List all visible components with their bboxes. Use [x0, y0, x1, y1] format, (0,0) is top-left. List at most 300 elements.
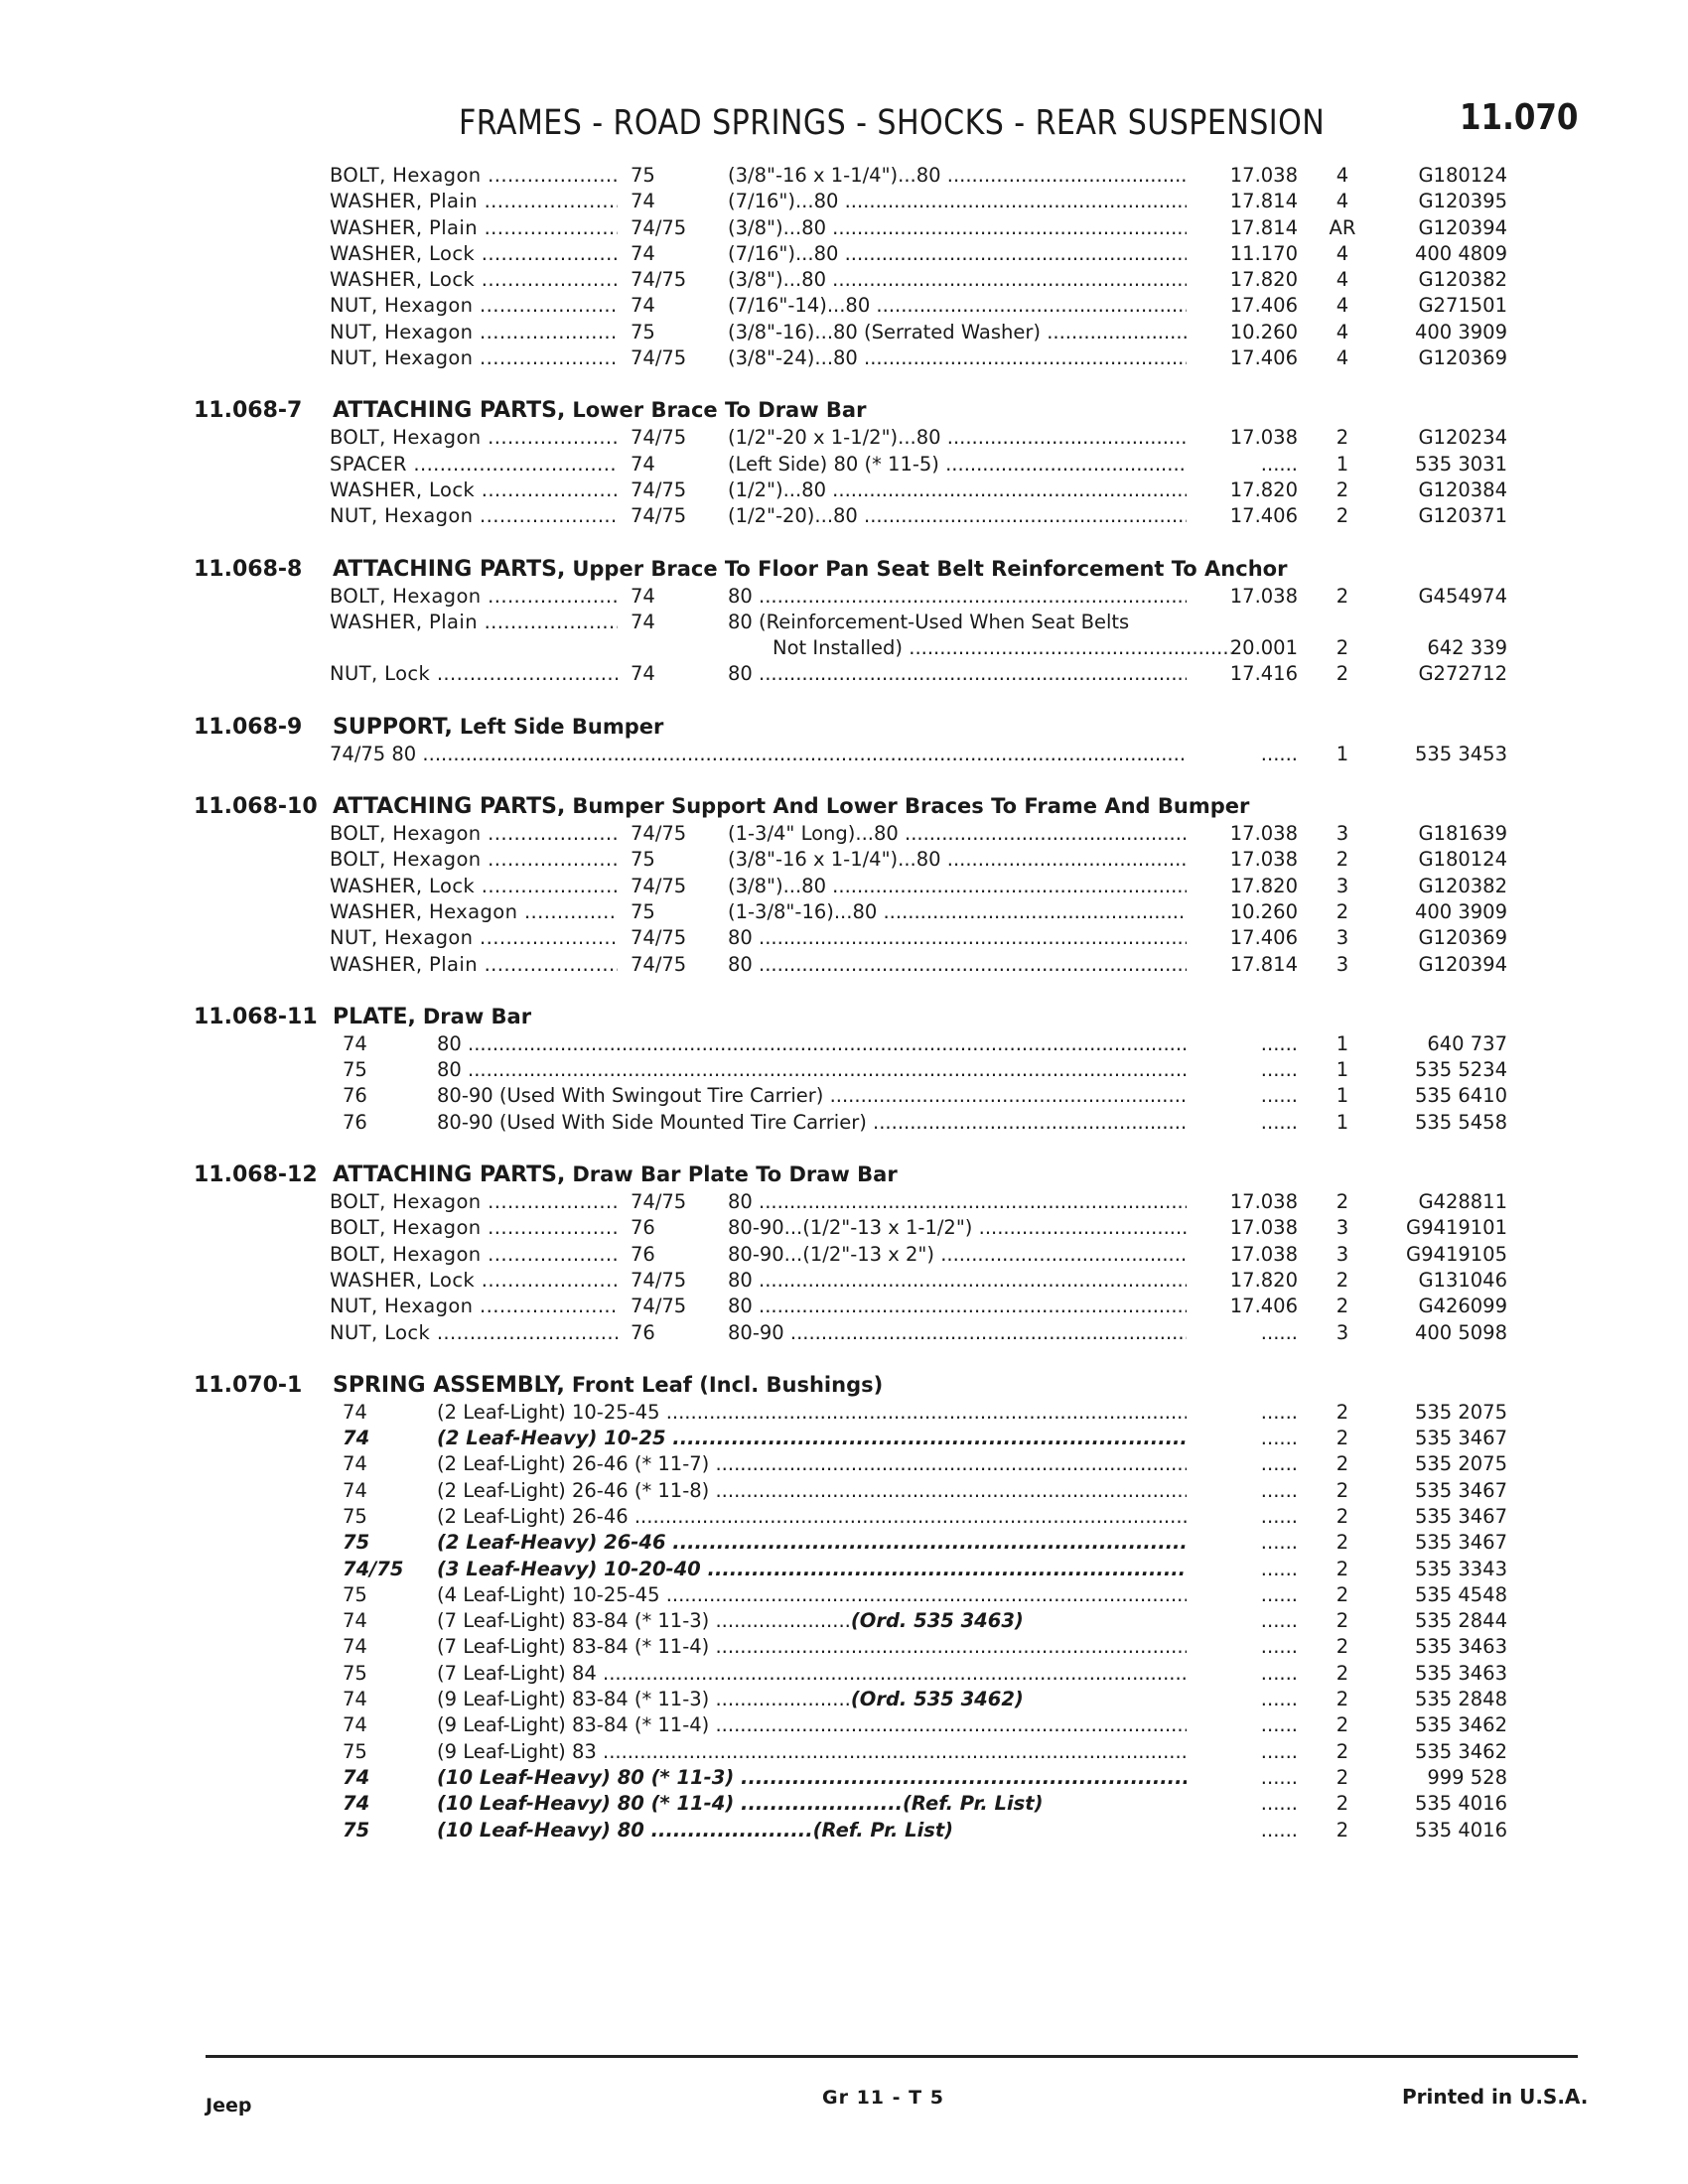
- part-name: NUT, Lock .....: [330, 1321, 618, 1344]
- quantity: 4: [1336, 346, 1349, 370]
- part-name: BOLT, Hexagon .....: [330, 822, 618, 845]
- table-row: [0, 504, 1688, 530]
- part-description: 80 .....: [728, 953, 1187, 976]
- model-code: 74: [631, 190, 655, 213]
- model-code: 75: [631, 899, 655, 923]
- quantity: 2: [1336, 1739, 1349, 1763]
- part-name: WASHER, Lock .....: [330, 268, 618, 291]
- part-number: 535 2848: [1414, 1688, 1507, 1711]
- part-description: 80 (Reinforcement-Used When Seat Belts: [728, 610, 1130, 633]
- quantity: 2: [1336, 426, 1349, 450]
- page-header: [0, 95, 1688, 155]
- part-number: G426099: [1418, 1295, 1507, 1318]
- order-note: (Ord. 535 3462): [850, 1688, 1024, 1711]
- part-number: 642 339: [1427, 636, 1507, 660]
- part-number: 640 737: [1427, 1031, 1507, 1055]
- part-number: 535 3462: [1414, 1739, 1507, 1763]
- model-code: 74/75: [631, 268, 687, 292]
- model-code: 74/75: [631, 1295, 687, 1318]
- catalog-number: ......: [1260, 1688, 1298, 1711]
- catalog-number: 11.170: [1229, 241, 1298, 265]
- quantity: 2: [1336, 504, 1349, 528]
- part-description: (9 Leaf-Light) 83-84 (* 11-4) .....: [437, 1713, 1187, 1736]
- model-code: 74/75: [631, 822, 687, 846]
- part-name: WASHER, Lock .....: [330, 478, 618, 501]
- quantity: 2: [1336, 1295, 1349, 1318]
- quantity: 2: [1336, 1818, 1349, 1842]
- catalog-number: 17.038: [1229, 164, 1298, 187]
- model-code: 74: [631, 241, 655, 265]
- part-number: 535 2075: [1414, 1452, 1507, 1476]
- model-code: 75: [631, 164, 655, 187]
- model-code: 74: [343, 1713, 367, 1737]
- quantity: 3: [1336, 874, 1349, 897]
- model-code: 74: [631, 584, 655, 608]
- part-name: BOLT, Hexagon .....: [330, 1243, 618, 1266]
- quantity: 2: [1336, 1713, 1349, 1737]
- table-row: [0, 1505, 1688, 1531]
- part-name: BOLT, Hexagon .....: [330, 1190, 618, 1213]
- section-number: 11.068-12: [194, 1162, 318, 1188]
- model-code: 75: [343, 1661, 367, 1685]
- catalog-number: ......: [1260, 1661, 1298, 1685]
- table-row: [0, 1216, 1688, 1242]
- catalog-number: 17.038: [1229, 584, 1298, 608]
- part-number: 535 3467: [1414, 1427, 1507, 1450]
- part-description: (3/8")...80 .....: [728, 875, 1187, 897]
- part-description: (3/8"-16 x 1-1/4")...80 .....: [728, 164, 1187, 187]
- part-number: 535 3343: [1414, 1557, 1507, 1580]
- quantity: 2: [1336, 1190, 1349, 1214]
- catalog-number: ......: [1260, 1058, 1298, 1082]
- table-row: [0, 1792, 1688, 1818]
- table-row: [0, 1688, 1688, 1713]
- section-heading: [0, 398, 1688, 426]
- section-title-part: ATTACHING PARTS,: [333, 794, 566, 820]
- model-code: 74/75: [631, 478, 687, 501]
- model-code: 74: [631, 662, 655, 686]
- part-description: Not Installed) .....: [773, 636, 1231, 659]
- catalog-number: ......: [1260, 1609, 1298, 1633]
- section-number: 11.068-9: [194, 714, 303, 740]
- quantity: 1: [1336, 1110, 1349, 1134]
- part-number: G428811: [1418, 1190, 1507, 1214]
- model-code: 75: [343, 1818, 370, 1842]
- model-code: 74: [343, 1609, 367, 1633]
- part-name: WASHER, Plain .....: [330, 611, 618, 633]
- quantity: 2: [1336, 1452, 1349, 1476]
- table-row: [0, 190, 1688, 215]
- part-number: 535 5458: [1414, 1110, 1507, 1134]
- part-number: 535 3453: [1414, 742, 1507, 765]
- table-row: [0, 242, 1688, 268]
- part-description: (10 Leaf-Heavy) 80 ...................... (Ref. Pr. List): [437, 1818, 954, 1842]
- table-row: [0, 1058, 1688, 1084]
- quantity: 2: [1336, 1635, 1349, 1659]
- part-description: 80-90 (Used With Swingout Tire Carrier) .....: [437, 1084, 1187, 1107]
- table-row: [0, 1084, 1688, 1110]
- part-description: 80 .....: [728, 585, 1187, 608]
- model-code: 74: [343, 1688, 367, 1711]
- section-title: [333, 398, 866, 423]
- quantity: 4: [1336, 320, 1349, 343]
- quantity: 2: [1336, 1427, 1349, 1450]
- part-number: 535 2075: [1414, 1400, 1507, 1424]
- model-code: 74/75: [631, 952, 687, 976]
- part-number: 535 4548: [1414, 1582, 1507, 1606]
- part-number: 535 3467: [1414, 1504, 1507, 1528]
- part-number: G9419105: [1406, 1242, 1507, 1266]
- part-description: (10 Leaf-Heavy) 80 (* 11-4) ...................... (Ref. Pr. List): [437, 1792, 1044, 1816]
- part-description: 80 .....: [728, 926, 1187, 949]
- quantity: 1: [1336, 1031, 1349, 1055]
- parts-list: [0, 164, 1688, 1870]
- order-note: (Ord. 535 3463): [850, 1609, 1024, 1633]
- table-row: [0, 453, 1688, 478]
- section-heading: [0, 794, 1688, 822]
- table-row: [0, 1427, 1688, 1452]
- part-number: 535 6410: [1414, 1084, 1507, 1108]
- model-code: 75: [343, 1058, 367, 1082]
- part-name: NUT, Hexagon .....: [330, 504, 618, 527]
- quantity: AR: [1329, 215, 1356, 239]
- part-description: (1/2")...80 .....: [728, 478, 1187, 501]
- part-number: G180124: [1418, 164, 1507, 187]
- quantity: 2: [1336, 1268, 1349, 1292]
- catalog-number: 17.038: [1229, 1190, 1298, 1214]
- quantity: 2: [1336, 1765, 1349, 1789]
- part-name: WASHER, Hexagon .....: [330, 900, 618, 923]
- part-number: 400 4809: [1414, 241, 1507, 265]
- model-code: 74: [631, 610, 655, 633]
- section-title: [333, 1005, 531, 1029]
- part-number: 535 3463: [1414, 1661, 1507, 1685]
- model-code: 74/75: [343, 1557, 404, 1580]
- part-description: (7/16")...80 .....: [728, 190, 1187, 212]
- table-row: [0, 164, 1688, 190]
- table-row: [0, 900, 1688, 926]
- catalog-number: ......: [1260, 1110, 1298, 1134]
- part-description: (3/8")...80 .....: [728, 268, 1187, 291]
- part-number: G120394: [1418, 215, 1507, 239]
- table-row: [0, 1452, 1688, 1478]
- table-row: [0, 636, 1688, 662]
- model-code: 75: [343, 1739, 367, 1763]
- part-description: (2 Leaf-Light) 26-46 .....: [437, 1505, 1187, 1528]
- model-code: 74: [631, 452, 655, 476]
- part-number: 535 3467: [1414, 1531, 1507, 1555]
- part-name: NUT, Lock .....: [330, 662, 618, 685]
- part-name: NUT, Hexagon .....: [330, 926, 618, 949]
- catalog-number: ......: [1260, 1713, 1298, 1737]
- quantity: 2: [1336, 662, 1349, 686]
- quantity: 2: [1336, 1400, 1349, 1424]
- table-row: [0, 1740, 1688, 1766]
- table-row: [0, 478, 1688, 504]
- section-title-desc: Draw Bar: [422, 1004, 532, 1028]
- part-number: G120369: [1418, 346, 1507, 370]
- table-row: [0, 926, 1688, 952]
- section-title-part: ATTACHING PARTS,: [333, 556, 566, 582]
- catalog-number: 17.406: [1229, 926, 1298, 950]
- part-number: G120384: [1418, 478, 1507, 501]
- part-number: 535 5234: [1414, 1058, 1507, 1082]
- quantity: 2: [1336, 1792, 1349, 1816]
- model-code: 75: [343, 1582, 367, 1606]
- model-code: 76: [343, 1084, 367, 1108]
- part-description: 80-90...(1/2"-13 x 1-1/2") .....: [728, 1216, 1187, 1239]
- table-row: [0, 1531, 1688, 1557]
- page-title: FRAMES - ROAD SPRINGS - SHOCKS - REAR SUSPENSION: [459, 103, 1326, 143]
- quantity: 1: [1336, 1058, 1349, 1082]
- catalog-number: 17.406: [1229, 1295, 1298, 1318]
- section-title: [333, 715, 663, 740]
- catalog-number: ......: [1260, 1765, 1298, 1789]
- catalog-number: 17.416: [1229, 662, 1298, 686]
- catalog-number: ......: [1260, 1818, 1298, 1842]
- section-heading: [0, 1162, 1688, 1190]
- part-number: G454974: [1418, 584, 1507, 608]
- catalog-number: ......: [1260, 1557, 1298, 1580]
- part-description: (1/2"-20)...80 .....: [728, 504, 1187, 527]
- part-description: 80 .....: [728, 1190, 1187, 1213]
- parts-section: [0, 715, 1688, 768]
- catalog-number: ......: [1260, 1792, 1298, 1816]
- model-code: 74/75: [631, 1190, 687, 1214]
- catalog-number: 17.406: [1229, 294, 1298, 318]
- section-number: 11.068-11: [194, 1004, 318, 1029]
- catalog-number: ......: [1260, 1531, 1298, 1555]
- quantity: 2: [1336, 584, 1349, 608]
- part-number: 535 3467: [1414, 1478, 1507, 1502]
- section-heading: [0, 1005, 1688, 1032]
- quantity: 3: [1336, 822, 1349, 846]
- catalog-number: ......: [1260, 1582, 1298, 1606]
- catalog-number: 17.814: [1229, 215, 1298, 239]
- catalog-number: 17.038: [1229, 822, 1298, 846]
- model-code: 75: [343, 1531, 370, 1555]
- order-note: (Ref. Pr. List): [812, 1818, 954, 1842]
- part-name: WASHER, Lock .....: [330, 875, 618, 897]
- section-title-part: ATTACHING PARTS,: [333, 1162, 566, 1188]
- part-number: 535 3462: [1414, 1713, 1507, 1737]
- quantity: 2: [1336, 478, 1349, 501]
- quantity: 3: [1336, 1216, 1349, 1240]
- table-row: [0, 1766, 1688, 1792]
- table-row: [0, 1032, 1688, 1058]
- catalog-number: ......: [1260, 742, 1298, 765]
- model-code: 74/75: [631, 504, 687, 528]
- part-number: 400 5098: [1414, 1320, 1507, 1344]
- section-title-part: SUPPORT,: [333, 714, 453, 740]
- catalog-number: 17.820: [1229, 874, 1298, 897]
- catalog-number: 17.820: [1229, 1268, 1298, 1292]
- table-row: [0, 426, 1688, 452]
- section-title-part: PLATE,: [333, 1004, 416, 1029]
- part-description: (3/8"-16 x 1-1/4")...80 .....: [728, 848, 1187, 871]
- catalog-number: 10.260: [1229, 899, 1298, 923]
- model-code: 74: [343, 1792, 370, 1816]
- part-number: 535 4016: [1414, 1818, 1507, 1842]
- quantity: 2: [1336, 899, 1349, 923]
- catalog-number: ......: [1260, 1739, 1298, 1763]
- quantity: 2: [1336, 1582, 1349, 1606]
- part-description: (2 Leaf-Heavy) 10-25 .....: [437, 1427, 1187, 1449]
- table-row: [0, 1243, 1688, 1269]
- parts-section: [0, 557, 1688, 689]
- order-note: (Ref. Pr. List): [903, 1792, 1044, 1816]
- part-description: 80 .....: [728, 662, 1187, 685]
- catalog-number: 17.038: [1229, 426, 1298, 450]
- catalog-number: ......: [1260, 1084, 1298, 1108]
- part-number: G120371: [1418, 504, 1507, 528]
- quantity: 1: [1336, 452, 1349, 476]
- table-row: [0, 294, 1688, 320]
- table-row: [0, 1321, 1688, 1347]
- part-description: (7 Leaf-Light) 83-84 (* 11-4) .....: [437, 1635, 1187, 1658]
- part-number: G131046: [1418, 1268, 1507, 1292]
- part-description: 80-90 (Used With Side Mounted Tire Carrier) .....: [437, 1111, 1187, 1134]
- part-name: WASHER, Plain .....: [330, 190, 618, 212]
- parts-section: [0, 1162, 1688, 1347]
- part-name: WASHER, Lock .....: [330, 1269, 618, 1292]
- table-row: [0, 611, 1688, 636]
- quantity: 2: [1336, 636, 1349, 660]
- part-name: BOLT, Hexagon .....: [330, 1216, 618, 1239]
- quantity: 3: [1336, 1242, 1349, 1266]
- section-title-desc: Front Leaf (Incl. Bushings): [571, 1372, 884, 1397]
- section-title: [333, 794, 1249, 819]
- table-row: [0, 1583, 1688, 1609]
- quantity: 2: [1336, 1609, 1349, 1633]
- model-code: 74: [343, 1478, 367, 1502]
- part-number: 535 3031: [1414, 452, 1507, 476]
- catalog-number: 17.820: [1229, 478, 1298, 501]
- part-number: 400 3909: [1414, 320, 1507, 343]
- part-description: 80 .....: [728, 1295, 1187, 1317]
- quantity: 2: [1336, 848, 1349, 872]
- table-row: [0, 1819, 1688, 1844]
- section-title-part: ATTACHING PARTS,: [333, 398, 566, 424]
- model-code: 74/75: [631, 426, 687, 450]
- model-code: 74/75: [631, 874, 687, 897]
- model-code: 74: [343, 1031, 367, 1055]
- table-row: [0, 268, 1688, 294]
- part-description: (3 Leaf-Heavy) 10-20-40 .....: [437, 1558, 1187, 1580]
- part-name: BOLT, Hexagon .....: [330, 426, 618, 449]
- part-description: (4 Leaf-Light) 10-25-45 .....: [437, 1583, 1187, 1606]
- catalog-number: 17.038: [1229, 1216, 1298, 1240]
- part-number: G120394: [1418, 952, 1507, 976]
- quantity: 3: [1336, 926, 1349, 950]
- part-description: (3/8"-16)...80 (Serrated Washer) .....: [728, 321, 1187, 343]
- table-row: [0, 1479, 1688, 1505]
- part-number: G120369: [1418, 926, 1507, 950]
- quantity: 4: [1336, 294, 1349, 318]
- quantity: 2: [1336, 1688, 1349, 1711]
- quantity: 3: [1336, 952, 1349, 976]
- footer-brand: Jeep: [206, 2095, 252, 2116]
- part-number: G120395: [1418, 190, 1507, 213]
- table-row: [0, 216, 1688, 242]
- table-row: [0, 1269, 1688, 1295]
- model-code: 75: [631, 848, 655, 872]
- section-title-part: SPRING ASSEMBLY,: [333, 1372, 565, 1398]
- part-description: (2 Leaf-Light) 10-25-45 .....: [437, 1401, 1187, 1424]
- table-row: [0, 585, 1688, 611]
- catalog-number: ......: [1260, 1452, 1298, 1476]
- catalog-number: ......: [1260, 1504, 1298, 1528]
- section-title-desc: Left Side Bumper: [459, 714, 664, 739]
- section-number: 11.070-1: [194, 1372, 303, 1398]
- parts-section: [0, 1373, 1688, 1844]
- table-row: [0, 1190, 1688, 1216]
- section-title-desc: Lower Brace To Draw Bar: [572, 398, 867, 423]
- quantity: 1: [1336, 742, 1349, 765]
- part-description: 80-90...(1/2"-13 x 2") .....: [728, 1243, 1187, 1266]
- table-row: [0, 743, 1688, 768]
- quantity: 2: [1336, 1557, 1349, 1580]
- part-name: NUT, Hexagon .....: [330, 294, 618, 317]
- parts-section: [0, 164, 1688, 372]
- part-name: NUT, Hexagon .....: [330, 321, 618, 343]
- model-code: 76: [631, 1242, 655, 1266]
- catalog-number: 17.820: [1229, 268, 1298, 292]
- catalog-number: ......: [1260, 1400, 1298, 1424]
- part-description: 80-90 .....: [728, 1321, 1187, 1344]
- model-code: 74/75: [631, 215, 687, 239]
- table-row: [0, 321, 1688, 346]
- part-description: (2 Leaf-Light) 26-46 (* 11-8) .....: [437, 1479, 1187, 1502]
- table-row: [0, 1609, 1688, 1635]
- part-name: WASHER, Plain .....: [330, 953, 618, 976]
- part-number: G120382: [1418, 268, 1507, 292]
- part-description: (2 Leaf-Light) 26-46 (* 11-7) .....: [437, 1452, 1187, 1475]
- part-description: 80 .....: [728, 1269, 1187, 1292]
- catalog-number: 17.406: [1229, 504, 1298, 528]
- part-description: (7 Leaf-Light) 84 .....: [437, 1662, 1187, 1685]
- catalog-number: 17.038: [1229, 1242, 1298, 1266]
- section-title: [333, 1162, 898, 1187]
- section-heading: [0, 1373, 1688, 1401]
- model-code: 74: [343, 1765, 370, 1789]
- part-description: (7 Leaf-Light) 83-84 (* 11-3) ...................... (Ord. 535 3463): [437, 1609, 1024, 1633]
- model-code: 75: [343, 1504, 367, 1528]
- part-description: (Left Side) 80 (* 11-5) .....: [728, 453, 1187, 476]
- section-title: [333, 557, 1287, 582]
- catalog-number: 20.001: [1229, 636, 1298, 660]
- part-description: (7/16")...80 .....: [728, 242, 1187, 265]
- quantity: 2: [1336, 1531, 1349, 1555]
- table-row: [0, 1401, 1688, 1427]
- part-description: (1/2"-20 x 1-1/2")...80 .....: [728, 426, 1187, 449]
- table-row: [0, 1635, 1688, 1661]
- part-number: 999 528: [1427, 1765, 1507, 1789]
- catalog-number: ......: [1260, 1478, 1298, 1502]
- catalog-number: 17.406: [1229, 346, 1298, 370]
- table-row: [0, 1295, 1688, 1320]
- footer-divider: [206, 2055, 1578, 2058]
- model-code: 74/75: [631, 346, 687, 370]
- table-row: [0, 953, 1688, 979]
- table-row: [0, 1713, 1688, 1739]
- part-number: 400 3909: [1414, 899, 1507, 923]
- section-title: [333, 1373, 883, 1398]
- quantity: 4: [1336, 268, 1349, 292]
- part-number: G272712: [1418, 662, 1507, 686]
- part-number: 535 3463: [1414, 1635, 1507, 1659]
- model-code: 76: [631, 1320, 655, 1344]
